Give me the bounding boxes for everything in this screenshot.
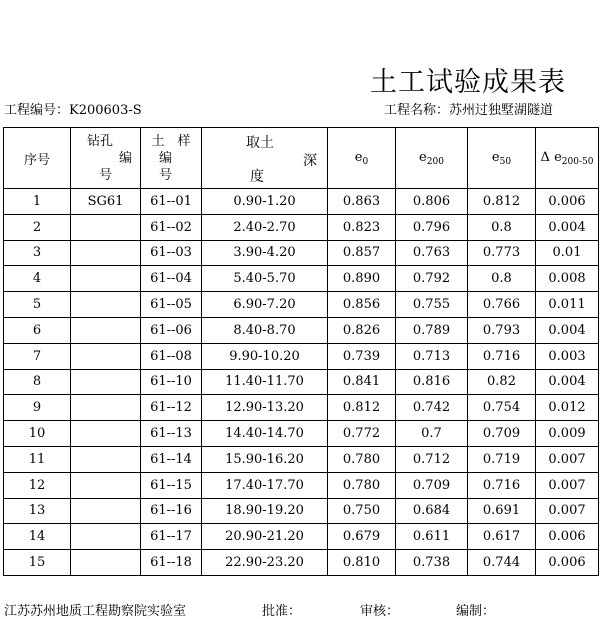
table-row (4, 189, 599, 215)
header-sample-line1: 土 样 (151, 133, 191, 149)
cell-depth: 11.40-11.70 (202, 369, 328, 395)
cell-de: 0.011 (536, 292, 599, 318)
cell-no: 15 (4, 550, 71, 576)
cell-no: 11 (4, 446, 71, 472)
cell-e50: 0.744 (468, 550, 536, 576)
cell-de: 0.004 (536, 317, 599, 343)
header-depth (202, 128, 328, 189)
cell-depth: 9.90-10.20 (202, 343, 328, 369)
cell-e0: 0.856 (328, 292, 396, 318)
cell-e0: 0.841 (328, 369, 396, 395)
cell-de: 0.007 (536, 446, 599, 472)
cell-e50: 0.709 (468, 421, 536, 447)
cell-e200: 0.755 (396, 292, 468, 318)
cell-sample: 61--05 (141, 292, 202, 318)
cell-e200: 0.684 (396, 498, 468, 524)
cell-e50: 0.8 (468, 214, 536, 240)
footer-approve: 批准： (262, 604, 302, 619)
cell-e200: 0.816 (396, 369, 468, 395)
cell-e200: 0.742 (396, 395, 468, 421)
cell-sample: 61--08 (141, 343, 202, 369)
project-name: 工程名称：苏州过独墅湖隧道 (384, 103, 554, 118)
header-e200: $e_{200}$ (396, 128, 468, 189)
page-title: 土工试验成果表 (370, 67, 566, 98)
cell-hole (71, 266, 141, 292)
cell-e0: 0.739 (328, 343, 396, 369)
table-row (4, 214, 599, 240)
table-row (4, 317, 599, 343)
cell-de: 0.008 (536, 266, 599, 292)
cell-hole (71, 369, 141, 395)
cell-de: 0.007 (536, 498, 599, 524)
cell-no: 2 (4, 214, 71, 240)
project-number: 工程编号：K200603-S (4, 103, 142, 118)
cell-depth: 22.90-23.20 (202, 550, 328, 576)
table-row (4, 524, 599, 550)
cell-e0: 0.863 (328, 189, 396, 215)
cell-e0: 0.780 (328, 446, 396, 472)
cell-no: 12 (4, 472, 71, 498)
header-e0: $e_0$ (328, 128, 396, 189)
cell-hole (71, 472, 141, 498)
cell-e0: 0.812 (328, 395, 396, 421)
cell-depth: 2.40-2.70 (202, 214, 328, 240)
cell-e50: 0.793 (468, 317, 536, 343)
cell-hole: SG61 (71, 189, 141, 215)
cell-sample: 61--14 (141, 446, 202, 472)
cell-de: 0.006 (536, 524, 599, 550)
cell-no: 9 (4, 395, 71, 421)
cell-e50: 0.719 (468, 446, 536, 472)
results-table (3, 127, 599, 576)
header-depth-mid: 深 (303, 153, 317, 169)
cell-e0: 0.857 (328, 240, 396, 266)
cell-sample: 61--16 (141, 498, 202, 524)
cell-depth: 18.90-19.20 (202, 498, 328, 524)
cell-hole (71, 524, 141, 550)
cell-depth: 8.40-8.70 (202, 317, 328, 343)
cell-depth: 15.90-16.20 (202, 446, 328, 472)
cell-hole (71, 292, 141, 318)
cell-sample: 61--17 (141, 524, 202, 550)
table-row (4, 421, 599, 447)
header-depth-top: 取土 (246, 135, 274, 151)
table-row (4, 343, 599, 369)
cell-e50: 0.716 (468, 343, 536, 369)
cell-no: 7 (4, 343, 71, 369)
table-row (4, 498, 599, 524)
cell-sample: 61--06 (141, 317, 202, 343)
cell-sample: 61--04 (141, 266, 202, 292)
cell-e0: 0.772 (328, 421, 396, 447)
footer-compile: 编制： (456, 604, 496, 619)
cell-depth: 20.90-21.20 (202, 524, 328, 550)
cell-hole (71, 498, 141, 524)
cell-e0: 0.750 (328, 498, 396, 524)
header-sample (141, 128, 202, 189)
cell-e200: 0.792 (396, 266, 468, 292)
cell-no: 5 (4, 292, 71, 318)
cell-e200: 0.738 (396, 550, 468, 576)
cell-de: 0.004 (536, 214, 599, 240)
cell-de: 0.006 (536, 189, 599, 215)
cell-sample: 61--15 (141, 472, 202, 498)
cell-depth: 14.40-14.70 (202, 421, 328, 447)
table-row (4, 369, 599, 395)
cell-depth: 5.40-5.70 (202, 266, 328, 292)
header-e50: $e_{50}$ (468, 128, 536, 189)
cell-e50: 0.754 (468, 395, 536, 421)
header-borehole-line3: 号 (98, 167, 112, 183)
cell-de: 0.007 (536, 472, 599, 498)
header-sample-line2: 编 (159, 150, 173, 166)
cell-de: 0.004 (536, 369, 599, 395)
cell-no: 6 (4, 317, 71, 343)
cell-e0: 0.826 (328, 317, 396, 343)
table-row (4, 240, 599, 266)
cell-no: 4 (4, 266, 71, 292)
table-row (4, 266, 599, 292)
cell-depth: 0.90-1.20 (202, 189, 328, 215)
cell-hole (71, 214, 141, 240)
header-delta-e: Δ $e_{200-50}$ (536, 128, 599, 189)
cell-no: 3 (4, 240, 71, 266)
cell-sample: 61--01 (141, 189, 202, 215)
cell-e0: 0.810 (328, 550, 396, 576)
cell-no: 13 (4, 498, 71, 524)
cell-e50: 0.766 (468, 292, 536, 318)
cell-e50: 0.716 (468, 472, 536, 498)
cell-e200: 0.611 (396, 524, 468, 550)
cell-sample: 61--13 (141, 421, 202, 447)
cell-no: 8 (4, 369, 71, 395)
table-row (4, 395, 599, 421)
cell-e50: 0.691 (468, 498, 536, 524)
cell-sample: 61--02 (141, 214, 202, 240)
cell-de: 0.01 (536, 240, 599, 266)
cell-hole (71, 317, 141, 343)
footer-lab: 江苏苏州地质工程勘察院实验室 (4, 604, 187, 619)
cell-de: 0.012 (536, 395, 599, 421)
cell-no: 14 (4, 524, 71, 550)
cell-sample: 61--18 (141, 550, 202, 576)
table-row (4, 472, 599, 498)
header-row (4, 128, 599, 189)
cell-e50: 0.617 (468, 524, 536, 550)
header-borehole-line2: 编 (118, 150, 132, 166)
cell-hole (71, 550, 141, 576)
cell-e0: 0.823 (328, 214, 396, 240)
cell-hole (71, 240, 141, 266)
cell-e50: 0.82 (468, 369, 536, 395)
cell-e200: 0.789 (396, 317, 468, 343)
cell-e200: 0.709 (396, 472, 468, 498)
cell-de: 0.006 (536, 550, 599, 576)
cell-sample: 61--10 (141, 369, 202, 395)
cell-e200: 0.712 (396, 446, 468, 472)
cell-depth: 6.90-7.20 (202, 292, 328, 318)
table-row (4, 446, 599, 472)
header-borehole-line1: 钻孔 (87, 133, 114, 149)
cell-no: 10 (4, 421, 71, 447)
footer-review: 审核： (360, 604, 400, 619)
header-sample-line3: 号 (159, 167, 173, 183)
cell-e200: 0.806 (396, 189, 468, 215)
header-depth-bot: 度 (250, 169, 264, 185)
cell-de: 0.009 (536, 421, 599, 447)
header-serial: 序号 (4, 128, 71, 189)
cell-e0: 0.890 (328, 266, 396, 292)
cell-hole (71, 446, 141, 472)
cell-e200: 0.713 (396, 343, 468, 369)
cell-depth: 17.40-17.70 (202, 472, 328, 498)
cell-no: 1 (4, 189, 71, 215)
cell-e50: 0.8 (468, 266, 536, 292)
cell-e50: 0.773 (468, 240, 536, 266)
cell-e50: 0.812 (468, 189, 536, 215)
header-borehole (71, 128, 141, 189)
cell-hole (71, 343, 141, 369)
cell-de: 0.003 (536, 343, 599, 369)
cell-e200: 0.796 (396, 214, 468, 240)
table-row (4, 550, 599, 576)
cell-hole (71, 395, 141, 421)
cell-e200: 0.7 (396, 421, 468, 447)
cell-depth: 3.90-4.20 (202, 240, 328, 266)
cell-e0: 0.679 (328, 524, 396, 550)
table-row (4, 292, 599, 318)
cell-depth: 12.90-13.20 (202, 395, 328, 421)
cell-sample: 61--03 (141, 240, 202, 266)
cell-e200: 0.763 (396, 240, 468, 266)
cell-hole (71, 421, 141, 447)
cell-e0: 0.780 (328, 472, 396, 498)
cell-sample: 61--12 (141, 395, 202, 421)
